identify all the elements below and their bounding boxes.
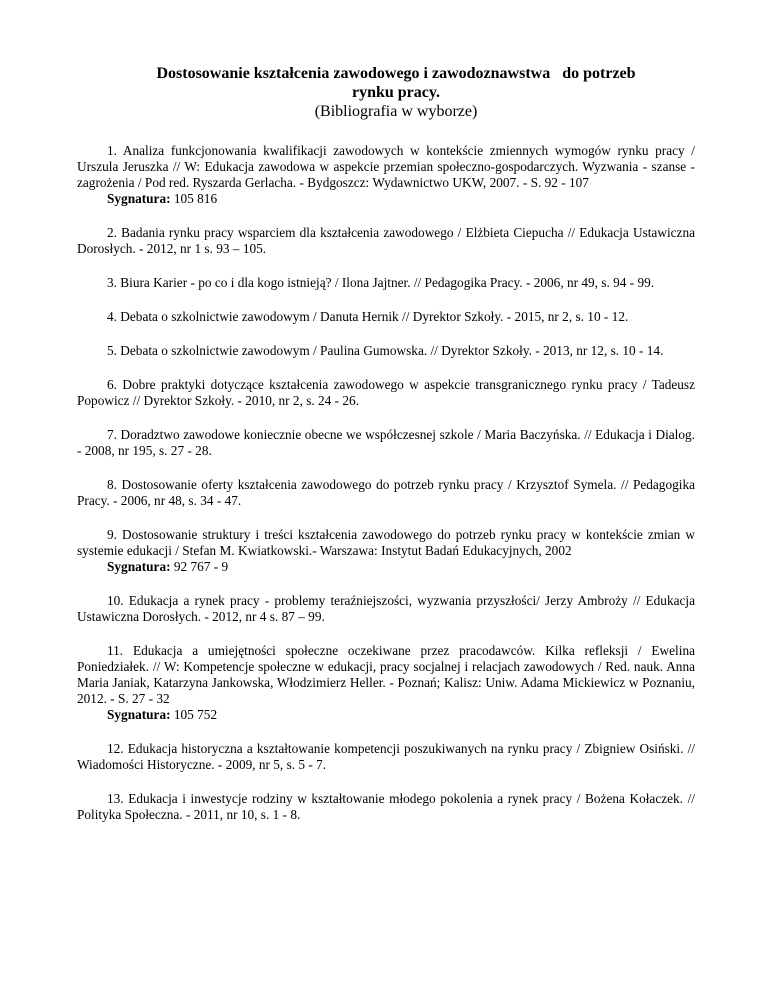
bibliography-entry-text: 1. Analiza funkcjonowania kwalifikacji zawodowych w kontekście zmiennych wymogów rynku pracy / Urszula Jeruszka // W: Edukacja zawodowa w aspekcie przemian społeczno-gospodarczych. Wyzwania - szanse - zagrożenia / Pod red. Ryszarda Gerlacha. - Bydgoszcz: Wydawnictwo UKW, 2007. - S. 92 - 107 (77, 143, 695, 190)
signature-line (77, 707, 695, 723)
signature-label: Sygnatura: (107, 707, 171, 722)
bibliography-entry (77, 343, 695, 359)
bibliography-entry-text: 2. Badania rynku pracy wsparciem dla kształcenia zawodowego / Elżbieta Ciepucha // Edukacja Ustawiczna Dorosłych. - 2012, nr 1 s. 93 – 105. (77, 225, 695, 256)
bibliography-entry-text: 9. Dostosowanie struktury i treści kształcenia zawodowego do potrzeb rynku pracy w kontekście zmian w systemie edukacji / Stefan M. Kwiatkowski.- Warszawa: Instytut Badań Edukacyjnych, 2002 (77, 527, 695, 558)
bibliography-entry (77, 643, 695, 723)
bibliography-entry (77, 477, 695, 509)
bibliography-entry (77, 741, 695, 773)
bibliography-entry (77, 427, 695, 459)
bibliography-entry (77, 593, 695, 625)
bibliography-entry-text: 8. Dostosowanie oferty kształcenia zawodowego do potrzeb rynku pracy / Krzysztof Symela. // Pedagogika Pracy. - 2006, nr 48, s. 34 - 47. (77, 477, 695, 508)
bibliography-entry (77, 309, 695, 325)
bibliography-entry (77, 275, 695, 291)
bibliography-entry (77, 225, 695, 257)
bibliography-entry-text: 13. Edukacja i inwestycje rodziny w kształtowanie młodego pokolenia a rynek pracy / Bożena Kołaczek. // Polityka Społeczna. - 2011, nr 10, s. 1 - 8. (77, 791, 695, 822)
signature-line (77, 191, 695, 207)
bibliography-entry (77, 143, 695, 207)
bibliography-entry-text: 7. Doradztwo zawodowe koniecznie obecne we współczesnej szkole / Maria Baczyńska. // Edukacja i Dialog. - 2008, nr 195, s. 27 - 28. (77, 427, 695, 458)
bibliography-entry-text: 3. Biura Karier - po co i dla kogo istnieją? / Ilona Jajtner. // Pedagogika Pracy. - 2006, nr 49, s. 94 - 99. (107, 275, 655, 290)
signature-value: 92 767 - 9 (173, 559, 229, 574)
bibliography-entry-text: 6. Dobre praktyki dotyczące kształcenia zawodowego w aspekcie transgranicznego rynku pracy / Tadeusz Popowicz // Dyrektor Szkoły. - 2010, nr 2, s. 24 - 26. (77, 377, 695, 408)
document-page (77, 64, 695, 841)
signature-value: 105 816 (173, 191, 218, 206)
bibliography-list (77, 143, 695, 823)
bibliography-entry (77, 791, 695, 823)
bibliography-entry-text: 11. Edukacja a umiejętności społeczne oczekiwane przez pracodawców. Kilka refleksji / Ewelina Poniedziałek. // W: Kompetencje społeczne w edukacji, pracy socjalnej i relacjach zawodowych / Red. nauk. Anna Maria Janiak, Katarzyna Jankowska, Włodzimierz Heller. - Poznań; Kalisz: Uniw. Adama Mickiewicz w Poznaniu, 2012. - S. 27 - 32 (77, 643, 695, 706)
bibliography-entry-text: 4. Debata o szkolnictwie zawodowym / Danuta Hernik // Dyrektor Szkoły. - 2015, nr 2, s. 10 - 12. (107, 309, 629, 324)
bibliography-entry-text: 12. Edukacja historyczna a kształtowanie kompetencji poszukiwanych na rynku pracy / Zbigniew Osiński. // Wiadomości Historyczne. - 2009, nr 5, s. 5 - 7. (77, 741, 695, 772)
document-subtitle: (Bibliografia w wyborze) (314, 103, 478, 120)
bibliography-entry (77, 377, 695, 409)
signature-label: Sygnatura: (107, 559, 171, 574)
document-title-line-1: Dostosowanie kształcenia zawodowego i zawodoznawstwa do potrzeb (156, 65, 636, 82)
document-title-block (77, 64, 695, 121)
signature-line (77, 559, 695, 575)
bibliography-entry (77, 527, 695, 575)
bibliography-entry-text: 10. Edukacja a rynek pracy - problemy teraźniejszości, wyzwania przyszłości/ Jerzy Ambroży // Edukacja Ustawiczna Dorosłych. - 2012, nr 4 s. 87 – 99. (77, 593, 695, 624)
signature-value: 105 752 (173, 707, 218, 722)
document-title-line-2: rynku pracy. (351, 84, 440, 101)
bibliography-entry-text: 5. Debata o szkolnictwie zawodowym / Paulina Gumowska. // Dyrektor Szkoły. - 2013, nr 12, s. 10 - 14. (107, 343, 664, 358)
signature-label: Sygnatura: (107, 191, 171, 206)
